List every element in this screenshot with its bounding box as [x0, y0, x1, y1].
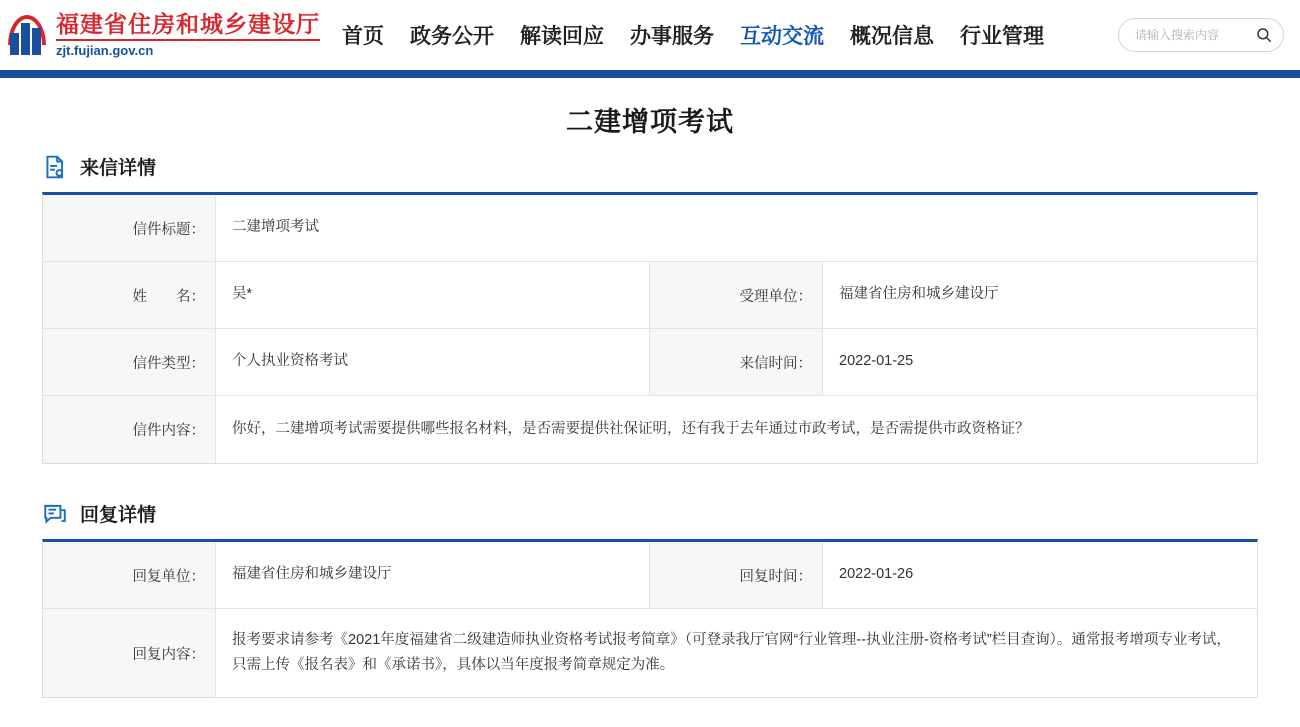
letter-date-label: 来信时间： — [650, 329, 823, 395]
nav-item-interaction[interactable]: 互动交流 — [740, 25, 824, 48]
reply-unit-label: 回复单位： — [43, 542, 216, 608]
letter-content-label: 信件内容： — [43, 396, 216, 463]
table-row — [43, 195, 1257, 262]
page-title: 二建增项考试 — [566, 107, 734, 137]
letter-title-value: 二建增项考试 — [232, 219, 319, 236]
letter-type-value: 个人执业资格考试 — [232, 353, 348, 370]
table-row — [43, 542, 1257, 609]
nav-item-services[interactable]: 办事服务 — [630, 25, 714, 48]
letter-name-value: 吴* — [232, 286, 253, 303]
letter-type-label: 信件类型： — [43, 329, 216, 395]
letter-name-label: 姓 名： — [43, 262, 216, 328]
letter-section-header — [42, 153, 1258, 180]
site-header — [0, 0, 1300, 73]
reply-unit-value: 福建省住房和城乡建设厅 — [232, 566, 392, 583]
letter-content-value: 你好，二建增项考试需要提供哪些报名材料，是否需要提供社保证明，还有我于去年通过市政考试，是否需提供市政资格证？ — [232, 420, 1030, 437]
reply-content-value: 报考要求请参考《2021年度福建省二级建造师执业资格考试报考简章》（可登录我厅官网“行业管理--执业注册-资格考试”栏目查询）。通常报考增项专业考试，只需上传《报名表》和《承诺书》，具体以当年度报考简章规定为准。 — [232, 631, 1231, 673]
logo-title: 福建省住房和城乡建设厅 — [56, 12, 320, 41]
nav-item-overview[interactable]: 概况信息 — [850, 25, 934, 48]
nav-item-government-affairs[interactable]: 政务公开 — [410, 25, 494, 48]
table-row — [43, 329, 1257, 396]
reply-details-panel — [42, 539, 1258, 698]
nav-item-industry-management[interactable]: 行业管理 — [960, 25, 1044, 48]
letter-details-panel — [42, 192, 1258, 464]
page-content — [0, 153, 1300, 698]
reply-section-title: 回复详情 — [80, 505, 157, 526]
reply-message-icon — [42, 501, 68, 527]
letter-unit-value: 福建省住房和城乡建设厅 — [839, 286, 999, 303]
table-row — [43, 396, 1257, 463]
main-navigation — [342, 20, 1118, 50]
nav-item-interpretation[interactable]: 解读回应 — [520, 25, 604, 48]
reply-date-label: 回复时间： — [650, 542, 823, 608]
search-input[interactable] — [1133, 27, 1253, 43]
table-row — [43, 262, 1257, 329]
logo-domain: zjt.fujian.gov.cn — [56, 43, 154, 59]
government-emblem-icon — [8, 11, 50, 59]
reply-content-label: 回复内容： — [43, 609, 216, 697]
document-icon — [42, 154, 68, 180]
search-icon[interactable] — [1255, 26, 1273, 44]
reply-date-value: 2022-01-26 — [839, 566, 914, 583]
letter-section-title: 来信详情 — [80, 158, 157, 179]
table-row — [43, 609, 1257, 697]
nav-item-home[interactable]: 首页 — [342, 25, 384, 48]
search-box[interactable] — [1118, 18, 1284, 52]
letter-unit-label: 受理单位： — [650, 262, 823, 328]
site-logo[interactable] — [0, 11, 320, 59]
letter-title-label: 信件标题： — [43, 195, 216, 261]
reply-section-header — [42, 500, 1258, 527]
letter-date-value: 2022-01-25 — [839, 353, 914, 370]
